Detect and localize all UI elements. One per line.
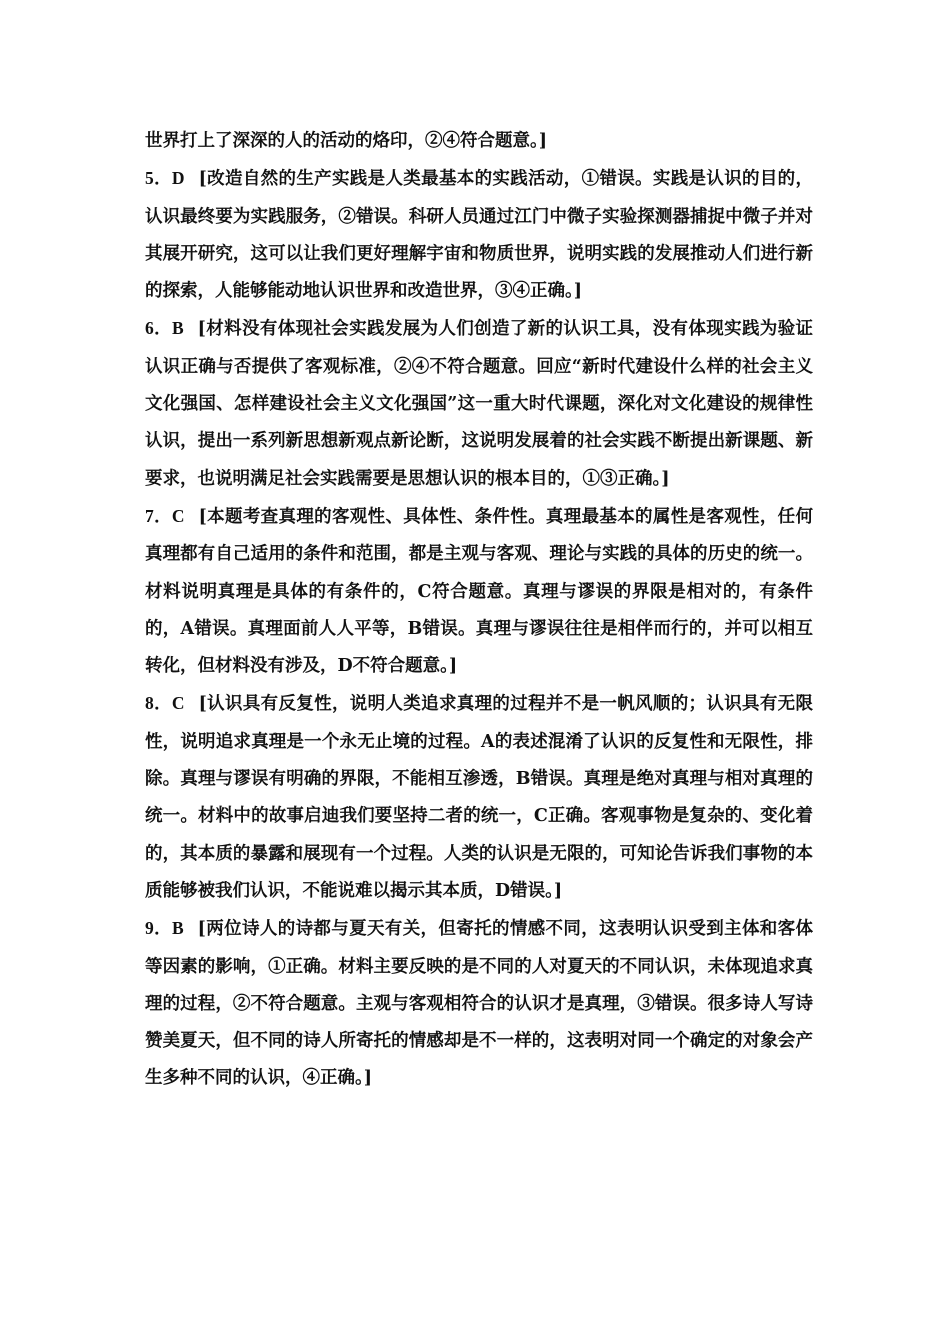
answer-explanation: [本题考查真理的客观性、具体性、条件性。真理最基本的属性是客观性，任何真理都有自己适用的条件和范围，都是主观与客观、理论与实践的具体的历史的统一。材料说明真理是具体的有条件的，C符合题意。真理与谬误的界限是相对的，有条件的，A错误。真理面前人人平等，B错误。真理与谬误往往是相伴而行的，并可以相互转化，但材料没有涉及，D不符合题意。] — [145, 506, 814, 677]
answer-explanation: [两位诗人的诗都与夏天有关，但寄托的情感不同，这表明认识受到主体和客体等因素的影响，①正确。材料主要反映的是不同的人对夏天的不同认识，未体现追求真理的过程，②不符合题意。主观与客观相符合的认识才是真理，③错误。很多诗人写诗赞美夏天，但不同的诗人所寄托的情感却是不一样的，这表明对同一个确定的对象会产生多种不同的认识，④正确。] — [145, 919, 814, 1089]
answer-letter: D — [171, 168, 185, 189]
question-number: 5． — [145, 168, 172, 189]
answer-letter: C — [171, 505, 185, 526]
answer-item-9 — [145, 910, 813, 1097]
answer-explanation: [改造自然的生产实践是人类最基本的实践活动，①错误。实践是认识的目的，认识最终要为实践服务，②错误。科研人员通过江门中微子实验探测器捕捉中微子并对其展开研究，这可以让我们更好理解宇宙和物质世界，说明实践的发展推动人们进行新的探索，人能够能动地认识世界和改造世界，③④正确。] — [145, 169, 814, 302]
answer-letter: B — [171, 318, 184, 339]
answer-explanation: 世界打上了深深的人的活动的烙印，②④符合题意。] — [145, 131, 548, 151]
answer-document — [145, 123, 813, 1098]
answer-item-7 — [145, 498, 813, 685]
question-number: 6． — [145, 318, 172, 339]
answer-explanation: [材料没有体现社会实践发展为人们创造了新的认识工具，没有体现实践为验证认识正确与否提供了客观标准，②④不符合题意。回应“新时代建设什么样的社会主义文化强国、怎样建设社会主义文化强国”这一重大时代课题，深化对文化建设的规律性认识，提出一系列新思想新观点新论断，这说明发展着的社会实践不断提出新课题、新要求，也说明满足社会实践需要是思想认识的根本目的，①③正确。] — [145, 319, 814, 489]
answer-item-continued — [145, 123, 813, 160]
answer-item-6 — [145, 310, 813, 497]
answer-item-5 — [145, 160, 813, 310]
question-number: 9． — [145, 918, 172, 939]
answer-item-8 — [145, 685, 813, 910]
question-number: 8． — [145, 693, 172, 714]
question-number: 7． — [145, 505, 172, 526]
answer-explanation: [认识具有反复性，说明人类追求真理的过程并不是一帆风顺的；认识具有无限性，说明追求真理是一个永无止境的过程。A的表述混淆了认识的反复性和无限性，排除。真理与谬误有明确的界限，不能相互渗透，B错误。真理是绝对真理与相对真理的统一。材料中的故事启迪我们要坚持二者的统一，C正确。客观事物是复杂的、变化着的，其本质的暴露和展现有一个过程。人类的认识是无限的，可知论告诉我们事物的本质能够被我们认识，不能说难以揭示其本质，D错误。] — [145, 694, 814, 901]
answer-letter: C — [171, 693, 185, 714]
answer-letter: B — [171, 918, 184, 939]
